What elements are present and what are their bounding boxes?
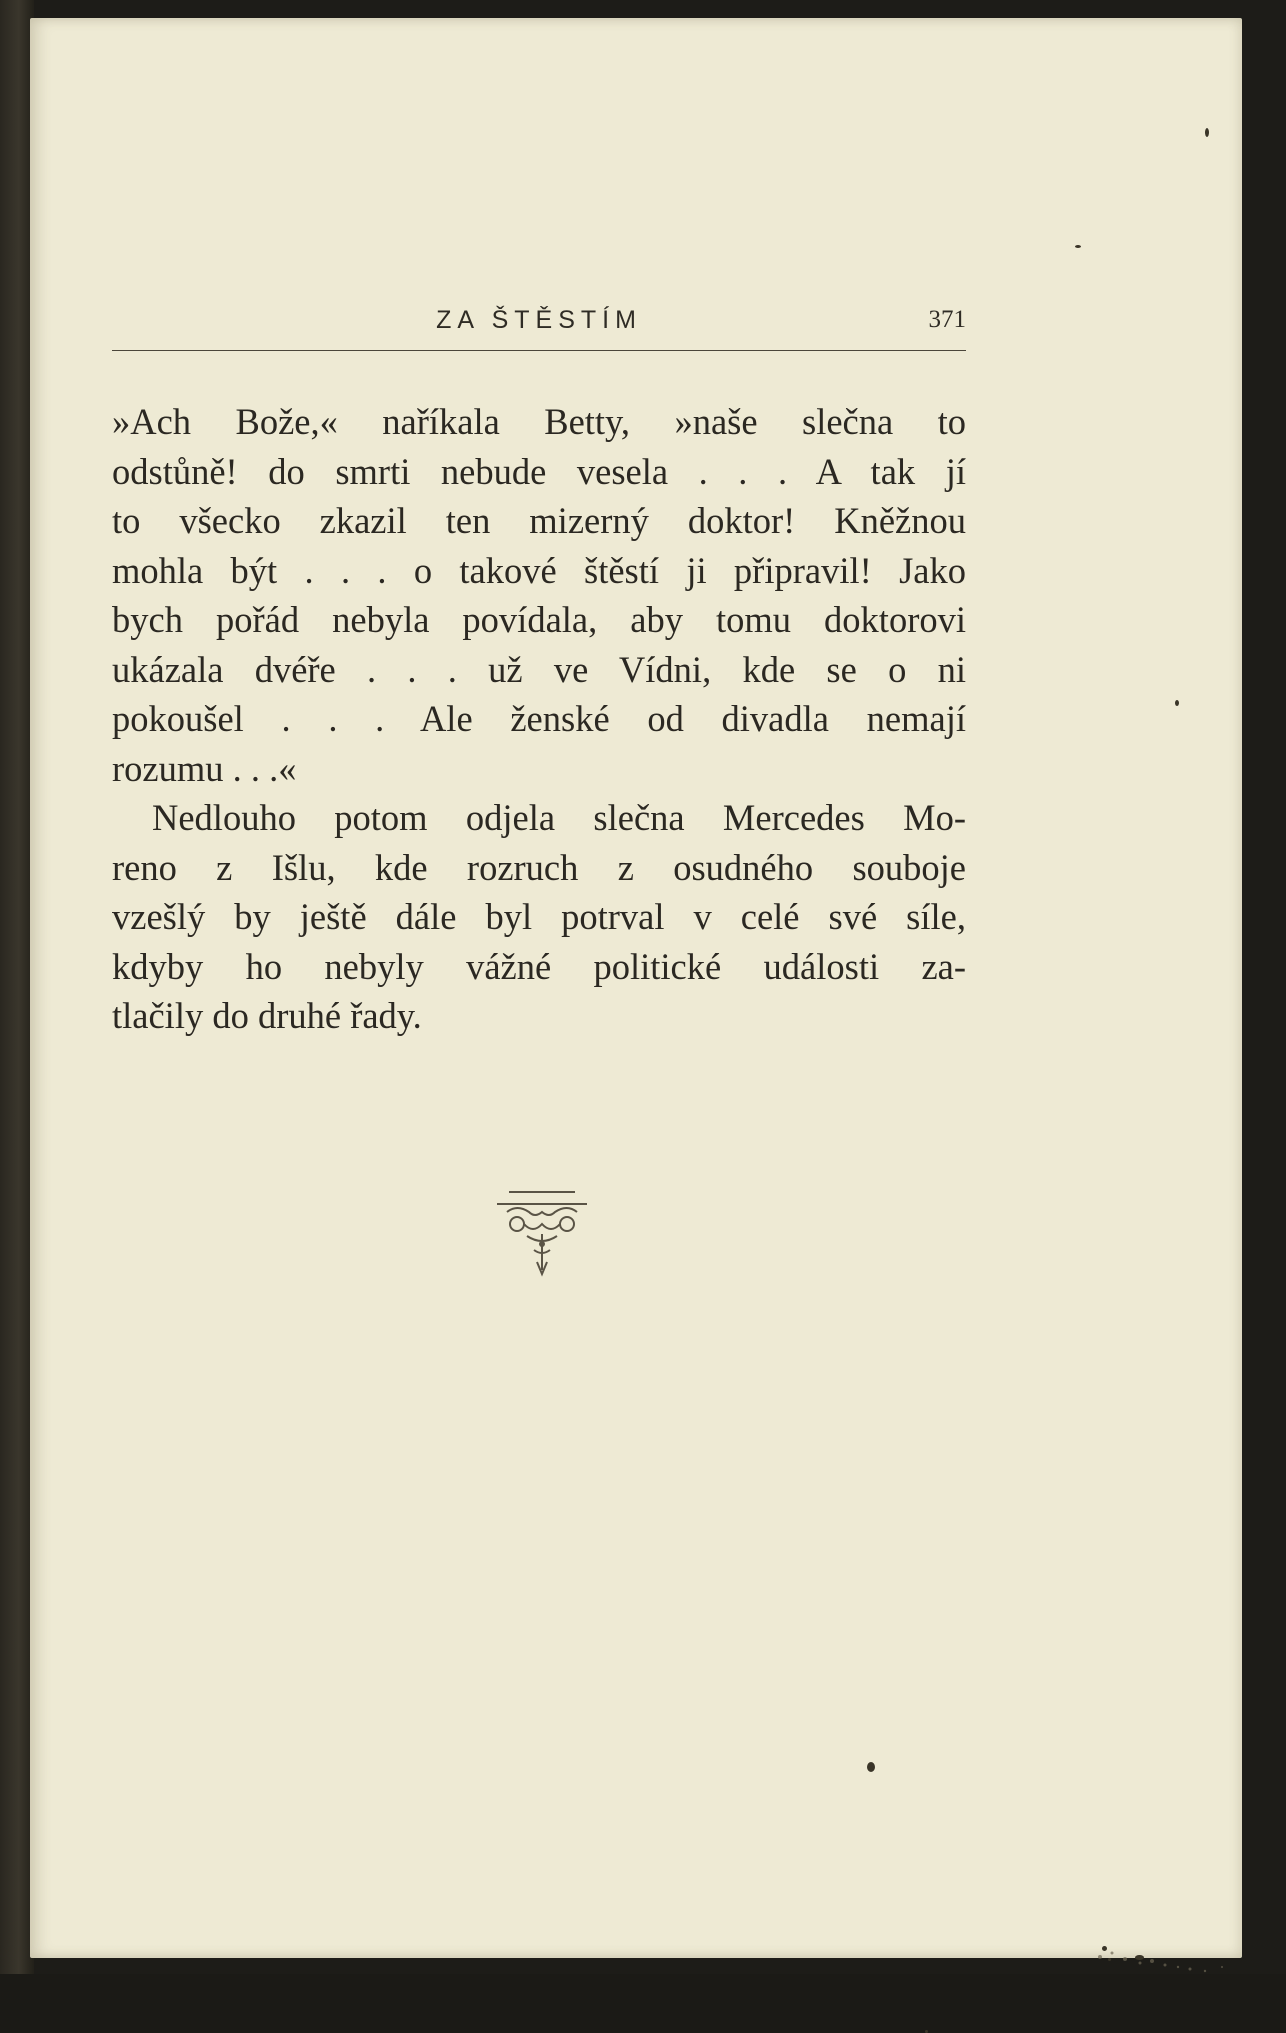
running-title: ZA ŠTĚSTÍM	[436, 306, 642, 334]
paper-speck	[1175, 700, 1179, 706]
text-line: vzešlý by ještě dále byl potrval v celé své síle,	[112, 896, 966, 937]
text-line: bych pořád nebyla povídala, aby tomu doktorovi	[112, 599, 966, 640]
text-line: tlačily do druhé řady.	[112, 995, 422, 1036]
text-line: mohla být . . . o takové štěstí ji připravil! Jako	[112, 549, 966, 591]
text-line: »Ach Bože,« naříkala Betty, »naše slečna to	[112, 401, 966, 442]
text-line: reno z Išlu, kde rozruch z osudného souboje	[112, 846, 966, 888]
paper-speck	[867, 1762, 875, 1772]
paper-speck	[1205, 128, 1209, 137]
text-line: ukázala dvéře . . . už ve Vídni, kde se o ni	[112, 648, 966, 690]
text-line: odstůně! do smrti nebude vesela . . . A tak jí	[112, 450, 966, 492]
paper-smudge	[1090, 1945, 1240, 1985]
paper-speck	[1075, 245, 1081, 248]
book-spine-edge	[0, 0, 34, 1974]
text-line: kdyby ho nebyly vážné politické události za-	[112, 945, 966, 987]
text-line: pokoušel . . . Ale ženské od divadla nemají	[112, 698, 966, 739]
body-text	[112, 397, 966, 1041]
text-line: Nedlouho potom odjela slečna Mercedes Mo-	[152, 797, 966, 838]
text-line: to všecko zkazil ten mizerný doktor! Kněžnou	[112, 500, 966, 541]
text-line: rozumu . . .«	[112, 747, 297, 789]
running-header	[112, 300, 966, 351]
tailpiece-ornament-icon	[487, 1190, 597, 1290]
page-number: 371	[928, 306, 966, 333]
